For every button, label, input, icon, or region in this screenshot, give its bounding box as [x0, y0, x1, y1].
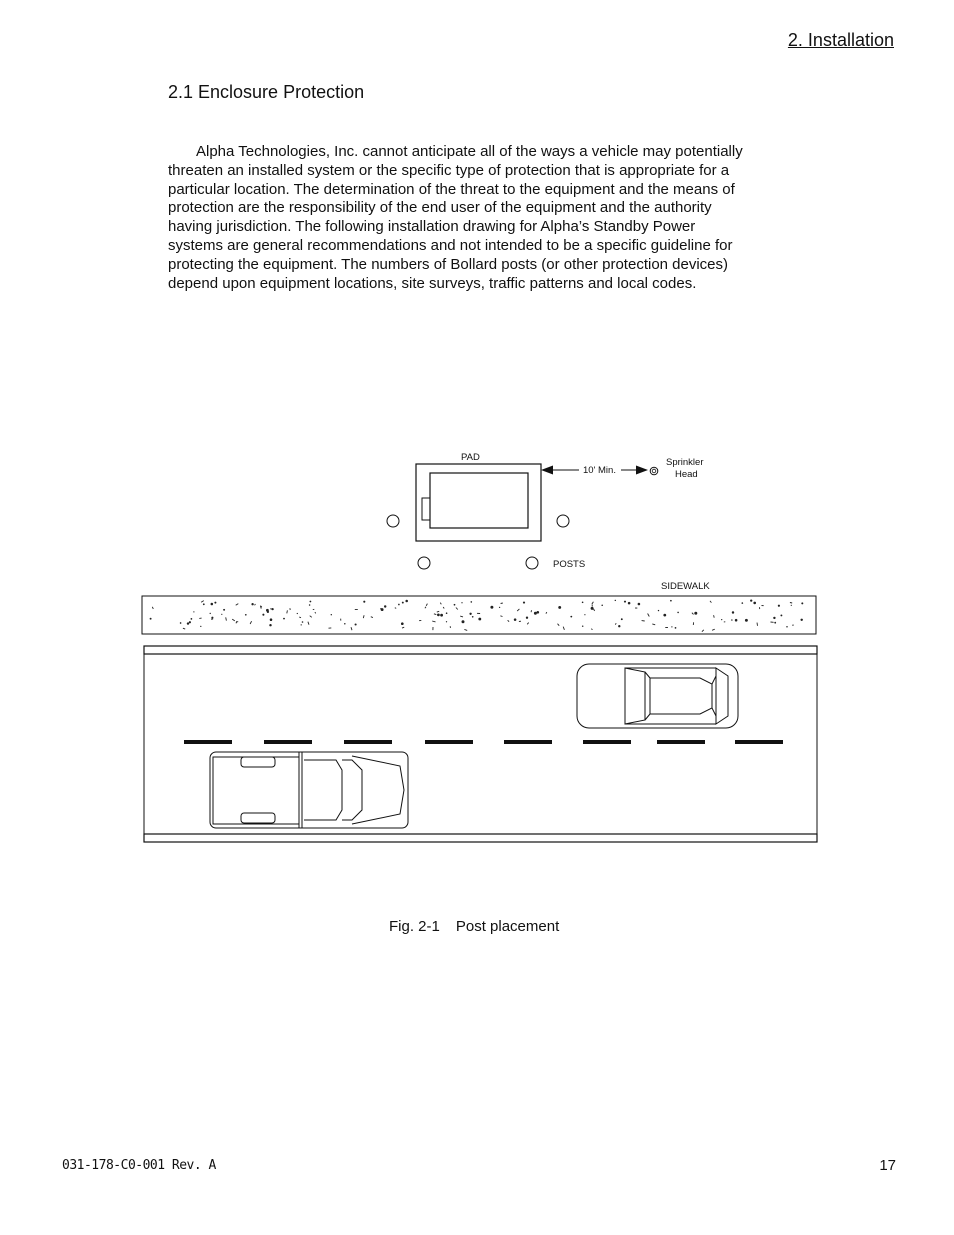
enclosure-door [422, 498, 430, 520]
post-placement-diagram [0, 440, 954, 860]
lane-markings [184, 740, 783, 744]
sprinkler-label-line1: Sprinkler [666, 457, 704, 468]
page-number: 17 [879, 1157, 896, 1174]
distance-label: 10' Min. [583, 465, 616, 476]
pad-label: PAD [461, 452, 480, 463]
section-header: 2. Installation [787, 30, 894, 50]
document-number: 031-178-C0-001 Rev. A [62, 1158, 216, 1173]
enclosure [430, 473, 528, 528]
car [577, 664, 738, 728]
bollard-post [418, 557, 430, 569]
figure-number: Fig. 2-1 [389, 918, 440, 935]
sprinkler-head [650, 467, 658, 475]
road-curb-top [144, 646, 817, 654]
bollard-post [557, 515, 569, 527]
figure-title: Post placement [455, 918, 560, 935]
posts-label: POSTS [553, 559, 586, 570]
section-title: 2.1 Enclosure Protection [168, 82, 365, 102]
sidewalk-label: SIDEWALK [661, 581, 710, 592]
sprinkler-label-line2: Head [675, 469, 698, 480]
sidewalk-texture [150, 599, 804, 631]
distance-arrow-right [636, 466, 648, 475]
sidewalk [142, 596, 816, 634]
distance-arrow-left [541, 466, 553, 475]
pickup-truck [210, 752, 408, 828]
bollard-post [526, 557, 538, 569]
road-curb-bottom [144, 834, 817, 842]
bollard-post [387, 515, 399, 527]
figure-caption [389, 918, 559, 935]
body-paragraph: Alpha Technologies, Inc. cannot anticipate all of the ways a vehicle may potentially threaten an installed system or the specific type of protection that is appropriate for a particular location. The determination of the threat to the equipment and the means of protection are the responsibility of the end user of the equipment and the authority having jurisdiction. The following installation drawing for Alpha’s Standby Power systems are general recommendations and not intended to be a specific guideline for protecting the equipment. The numbers of Bollard posts (or other protection devices) depend upon equipment locations, site surveys, traffic patterns and local codes. [168, 143, 743, 292]
pad [416, 464, 541, 541]
